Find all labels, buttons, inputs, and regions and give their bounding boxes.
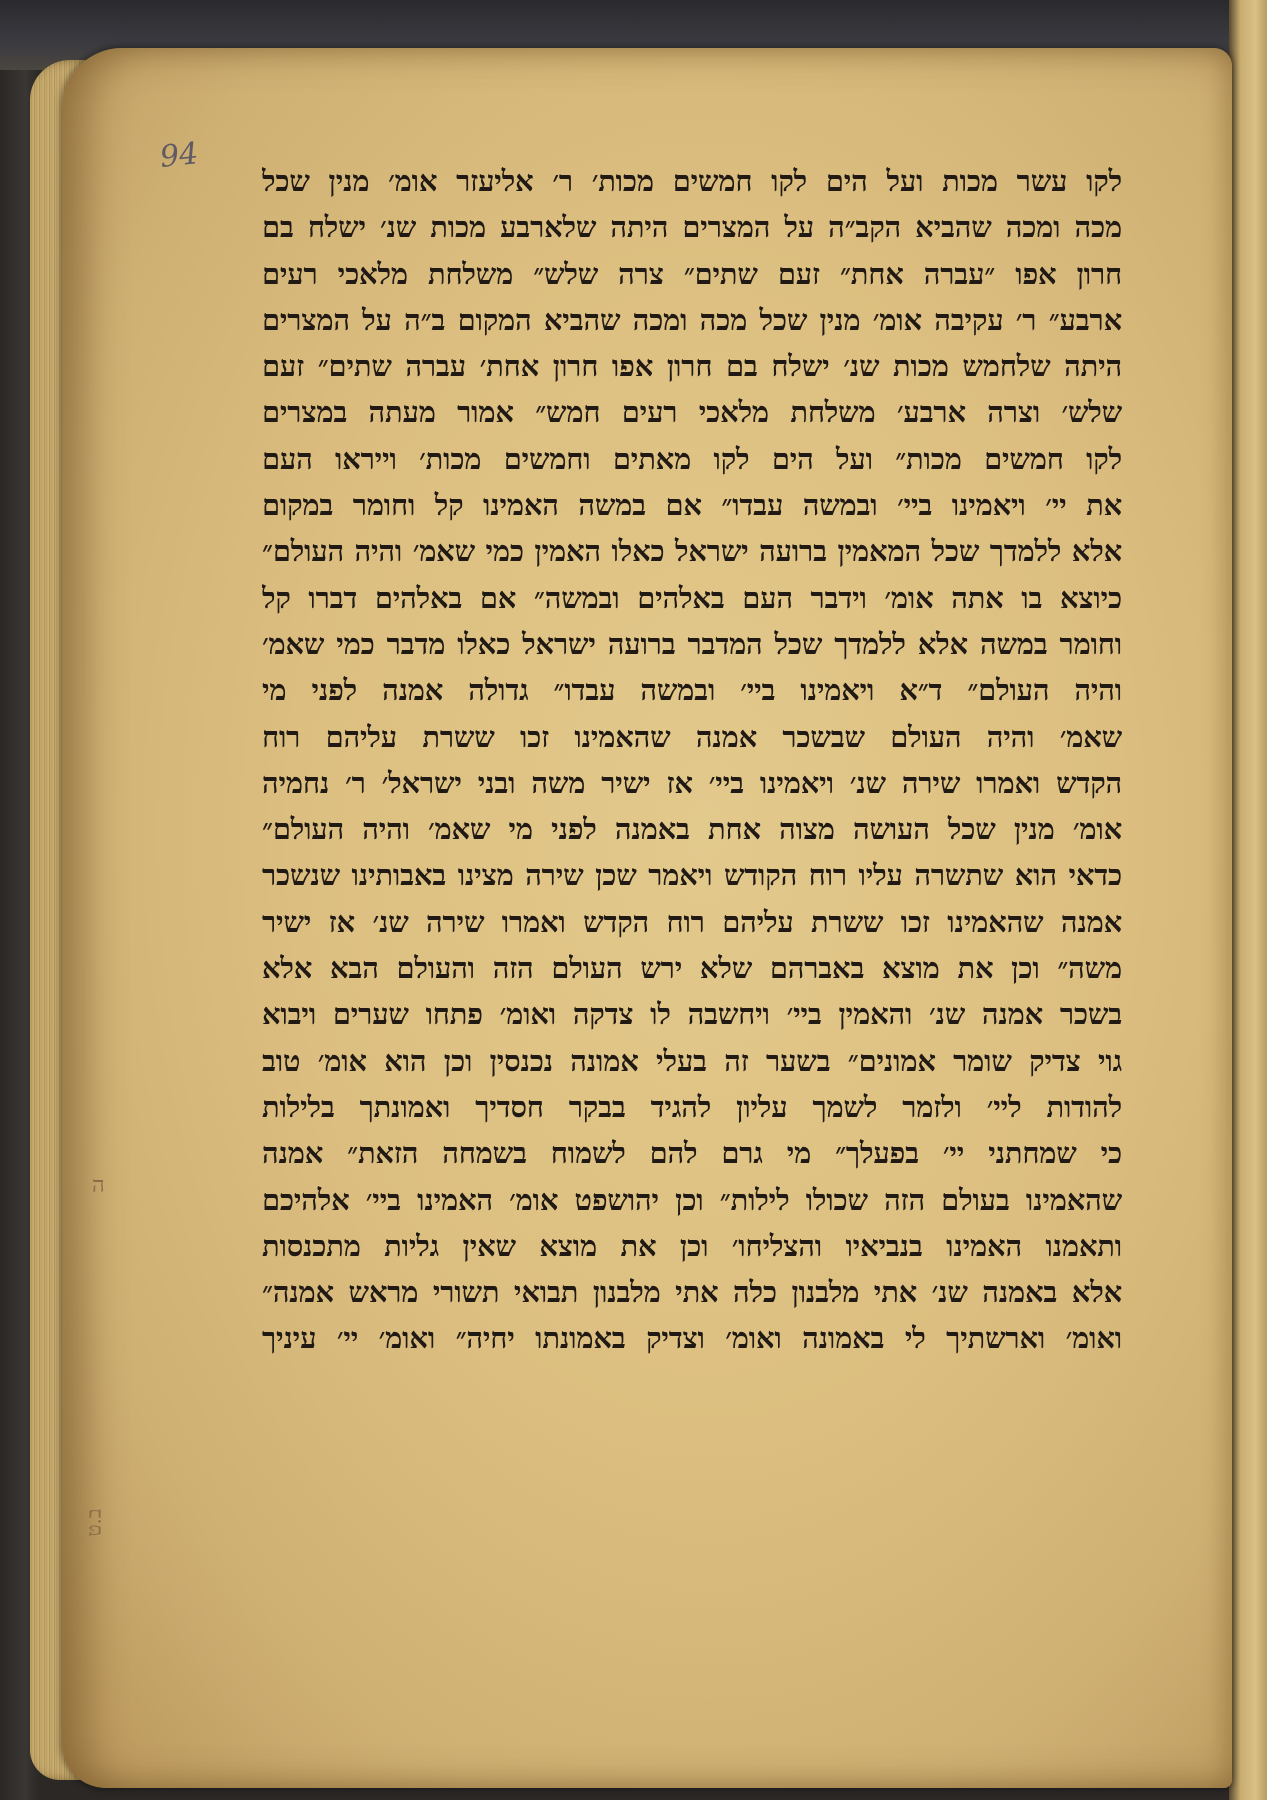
margin-mark: ה	[92, 1173, 105, 1198]
text-line: היתה שלחמש מכות שנ׳ ישלח בם חרון אפו חרון אחת׳ עברה שתים״ זעם	[262, 349, 1122, 384]
folio-number: 94	[158, 136, 200, 175]
text-line: את יי׳ ויאמינו ביי׳ ובמשה עבדו״ אם במשה האמינו קל וחומר במקום	[262, 488, 1122, 523]
text-line: גוי צדיק שומר אמונים״ בשער זה בעלי אמונה נכנסין וכן הוא אומ׳ טוב	[262, 1043, 1122, 1078]
text-line: אמנה שהאמינו זכו ששרת עליהם רוח הקדש ואמרו שירה שנ׳ אז ישיר	[262, 904, 1122, 939]
text-line: מכה ומכה שהביא הקב״ה על המצרים היתה שלארבע מכות שנ׳ ישלח בם	[262, 210, 1122, 245]
text-line: ואומ׳ וארשתיך לי באמונה ואומ׳ וצדיק באמונתו יחיה״ ואומ׳ יי׳ עיניך	[262, 1321, 1122, 1356]
text-line: ארבע״ ר׳ עקיבה אומ׳ מנין שכל מכה ומכה שהביא המקום ב״ה על המצרים	[262, 302, 1122, 337]
text-line: לקו עשר מכות ועל הים לקו חמשים מכות׳ ר׳ אליעזר אומ׳ מנין שכל	[262, 164, 1122, 198]
text-line: אלא באמנה שנ׳ אתי מלבנון כלה אתי מלבנון תבואי תשורי מראש אמנה״	[262, 1275, 1122, 1310]
margin-mark: ב.ט	[81, 1508, 106, 1537]
text-line: כיוצא בו אתה אומ׳ וידבר העם באלהים ובמשה״ אם באלהים דברו קל	[262, 580, 1122, 615]
text-line: משה״ וכן את מוצא באברהם שלא ירש העולם הזה והעולם הבא אלא	[262, 951, 1122, 986]
text-line: כי שמחתני יי׳ בפעלך״ מי גרם להם לשמוח בשמחה הזאת״ אמנה	[262, 1136, 1122, 1171]
text-line: שאמ׳ והיה העולם שבשכר אמנה שהאמינו זכו ששרת עליהם רוח	[262, 719, 1122, 754]
text-line: הקדש ואמרו שירה שנ׳ ויאמינו ביי׳ אז ישיר משה ובני ישראל׳ ר׳ נחמיה	[262, 765, 1122, 800]
text-line: אומ׳ מנין שכל העושה מצוה אחת באמנה לפני מי שאמ׳ והיה העולם״	[262, 812, 1122, 847]
text-line: לקו חמשים מכות״ ועל הים לקו מאתים וחמשים מכות׳ וייראו העם	[262, 441, 1122, 476]
facing-page-edge	[1229, 0, 1267, 1800]
text-line: חרון אפו ״עברה אחת״ זעם שתים״ צרה שלש״ משלחת מלאכי רעים	[262, 256, 1122, 291]
text-line: שהאמינו בעולם הזה שכולו לילות״ וכן יהושפט אומ׳ האמינו ביי׳ אלהיכם	[262, 1182, 1122, 1217]
text-line: ותאמנו האמינו בנביאיו והצליחו׳ וכן את מוצא שאין גליות מתכנסות	[262, 1228, 1122, 1263]
text-line: כדאי הוא שתשרה עליו רוח הקודש ויאמר שכן שירה מצינו באבותינו שנשכר	[262, 858, 1122, 893]
text-line: בשכר אמנה שנ׳ והאמין ביי׳ ויחשבה לו צדקה ואומ׳ פתחו שערים ויבוא	[262, 997, 1122, 1032]
text-line: להודות ליי׳ ולזמר לשמך עליון להגיד בבקר חסדיך ואמונתך בלילות	[262, 1089, 1122, 1124]
text-line: וחומר במשה אלא ללמדך שכל המדבר ברועה ישראל כאלו מדבר כמי שאמ׳	[262, 626, 1122, 661]
text-line: והיה העולם״ ד״א ויאמינו ביי׳ ובמשה עבדו״ גדולה אמנה לפני מי	[262, 673, 1122, 708]
text-line: שלש׳ וצרה ארבע׳ משלחת מלאכי רעים חמש״ אמור מעתה במצרים	[262, 395, 1122, 430]
text-line: אלא ללמדך שכל המאמין ברועה ישראל כאלו האמין כמי שאמ׳ והיה העולם״	[262, 534, 1122, 569]
hebrew-text-block	[262, 158, 1122, 1362]
